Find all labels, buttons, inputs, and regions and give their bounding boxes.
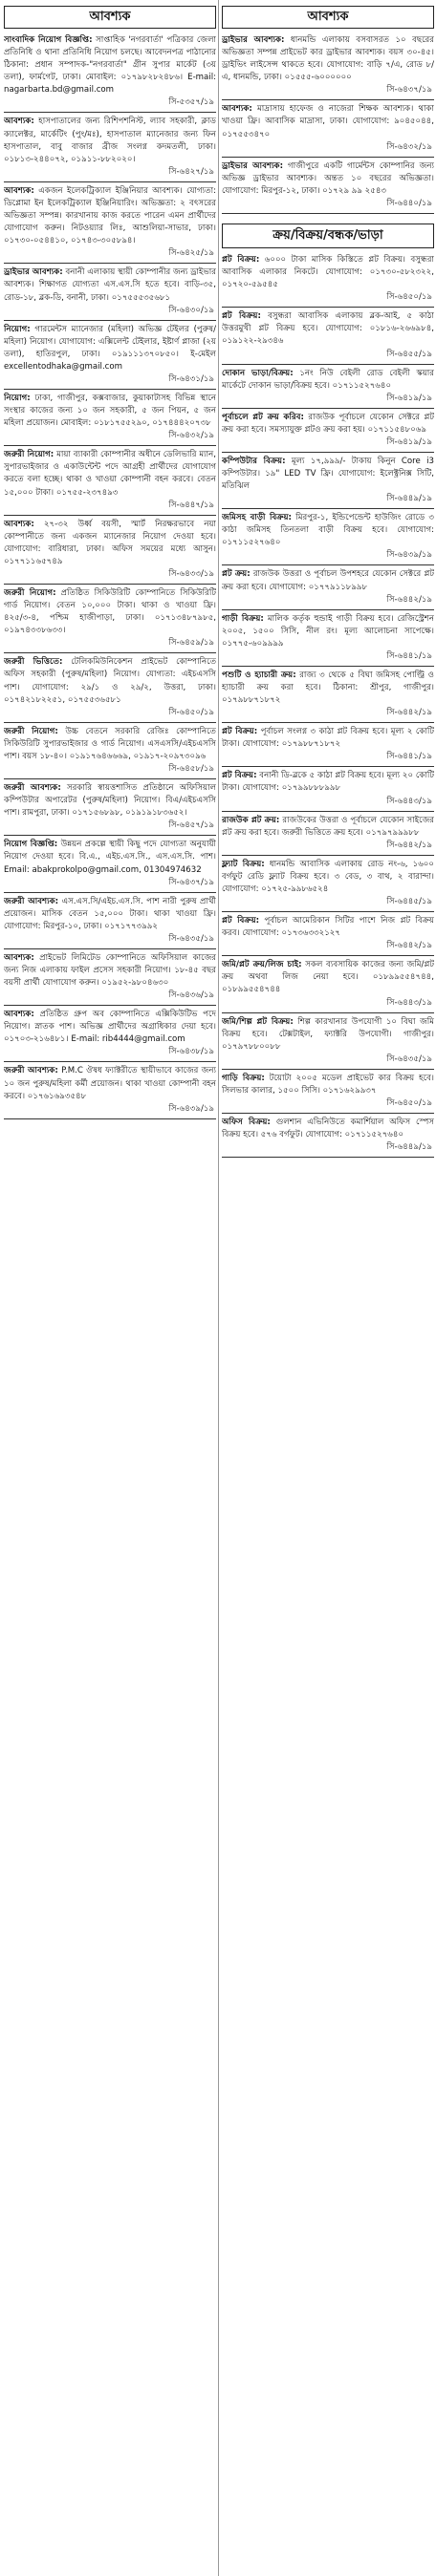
- ad-separator: [4, 112, 216, 113]
- ad-text: [4, 656, 216, 706]
- ad-text: [222, 1073, 434, 1097]
- ad-title: জমি/প্লট ক্রয়/লিজ চাই:: [222, 960, 302, 970]
- ad-separator: [222, 955, 434, 956]
- ad-code: সি-৬৪৩৫/১৯: [168, 933, 214, 944]
- ad-text: [4, 1065, 216, 1102]
- classified-ad: [4, 782, 216, 836]
- ad-separator: [222, 364, 434, 365]
- right-top-ad-list: [222, 34, 434, 214]
- left-ad-list: [4, 34, 216, 1119]
- ad-text: [4, 185, 216, 247]
- ad-body: বসুন্ধরা আবাসিক এলাকায় ব্লক-আই, ৫ কাঠা উত্তরমুখী প্লট বিক্রয় হবে। যোগাযোগ: ০১৮১৬-২৬৬৯৮৪, ০১৯১২২-২৯৩৪৬: [222, 311, 434, 347]
- ad-body: মূল্য ১৭,৯৯৯/- টাকায় কিনুন Core i3 কম্পিউটার। ১৯" LED TV ফ্রি। যোগাযোগ: ইলেক্ট্রনিক্স সিটি, মতিঝিল: [222, 456, 434, 492]
- ad-body: রাজউক উত্তরা ও পূর্বাচল উপশহরে যেকোন সেক্টরে প্লট ক্রয় করা হবে। যোগাযোগ: ০১৭৭৯১১৮৯৯৮: [222, 569, 434, 592]
- ad-code: সি-৫৩৫৭/১৯: [168, 97, 214, 108]
- classified-ad: [222, 1117, 434, 1158]
- section-header-wanted: আবশ্যক: [4, 6, 216, 29]
- ad-text: [4, 839, 216, 876]
- section-header-wanted-right: আবশ্যক: [222, 6, 434, 29]
- classified-ad: [222, 915, 434, 956]
- ad-title: ফ্ল্যাট বিক্রয়:: [222, 859, 265, 869]
- classified-ad: [4, 726, 216, 779]
- ad-body: বনানী এলাকায় স্থায়ী কোম্পানীর জন্য ড্রাইভার আবশ্যক। শিক্ষাগত যোগ্যতা এস.এস.সি হতে হবে। বাড়ি-৩৫, রোড-১৮, ব্লক-ডি, বনানী, ঢাকা। ০১৭৫৫৫৩৫৬৮১: [4, 267, 216, 303]
- ad-separator: [4, 584, 216, 585]
- ad-body: গাজীপুরে একটি গার্মেন্টস কোম্পানির জন্য অভিজ্ঞ ড্রাইভার আবশ্যক। অন্তত ১০ বছরের অভিজ্ঞতা। যোগাযোগ: মিরপুর-১২, ঢাকা। ০১৭২৯ ৯৯ ২৫৪৩: [222, 160, 434, 196]
- classified-ad: [222, 368, 434, 409]
- ad-code: সি-৬৪৪৩/১৯: [386, 997, 432, 1008]
- ad-code: সি-৬৪৩৮/১৯: [168, 1047, 214, 1057]
- ad-code: সি-৬৪৩৭/১৯: [168, 877, 214, 887]
- ad-body: সরকারি স্বায়ত্তশাসিত প্রতিষ্ঠানে অফিসিয়াল কম্পিউটার অপারেটর (পুরুষ/মহিলা) নিয়োগ। বিএ/এইচএসসি পাশ। রামপুরা, ঢাকা। ০১৭১৫৬৮৯৮, ০১৯১৯১৮৩৬৫২।: [4, 783, 216, 819]
- classified-ad: [222, 1073, 434, 1114]
- ad-text: [222, 310, 434, 348]
- ad-separator: [222, 1069, 434, 1070]
- ad-body: ২৭-৩২ উর্ধ্ব বয়সী, স্মার্ট নিরক্ষরভাবে নয়া কোম্পানীতে জন্য একজন ম্যানেজার নিয়োগ দেওয়া হবে। যোগাযোগ: বারিধারা, ঢাকা। অফিস সময়ের মধ্যে আসুন। ০১৭৭১১৬৫৭৪৯: [4, 519, 216, 566]
- ad-title: আবশ্যক:: [4, 185, 34, 196]
- ad-title: প্লট ক্রয়:: [222, 569, 251, 580]
- ad-code: সি-৬৪৫০/১৯: [168, 707, 214, 717]
- ad-title: আবশ্যক:: [4, 952, 34, 963]
- ad-body: মিরপুর-১, ইন্ডিপেন্ডেন্ট হাউজিং রোডে ৩ কাঠা জমিসহ তিনতলা বাড়ী বিক্রয় হবে। যোগাযোগ: ০১৭১১৫২৭৬৪০: [222, 513, 434, 548]
- ad-separator: [222, 508, 434, 509]
- classified-ad: [4, 656, 216, 722]
- ad-code: সি-৬৪১৯/১৯: [386, 393, 432, 403]
- ad-code: সি-৬৪৫০/১৯: [386, 292, 432, 303]
- ad-title: প্লট বিক্রয়:: [222, 254, 260, 265]
- ad-text: [222, 412, 434, 436]
- ad-text: [4, 519, 216, 568]
- ad-text: [222, 368, 434, 393]
- classified-ad: [222, 512, 434, 565]
- ad-code: সি-৬৪৩২/১৯: [386, 141, 432, 152]
- ad-body: রাজ্য ৩ থেকে ৫ বিঘা জমিসহ পোল্ট্রি ও হ্যাচারী ক্রয় করা হবে। ঠিকানা: শ্রীপুর, গাজীপুর। ০১৭৯৮৮৭১৮৭২: [222, 670, 434, 706]
- ad-separator: [222, 1113, 434, 1114]
- ad-body: এস.এস.সি/এইচ.এস.সি. পাশ নারী পুরুষ প্রার্থী প্রয়োজন। মাসিক বেতন ১৫,০০০ টাকা। থাকা খাওয়া ফ্রি। যোগাযোগ: মিরপুর-১০, ঢাকা। ০১৭১৭৭৩৯৯২: [4, 896, 216, 931]
- ad-title: আবশ্যক:: [4, 1010, 34, 1020]
- classified-ad: [222, 815, 434, 856]
- right-ad-list: [222, 254, 434, 1158]
- ad-separator: [222, 666, 434, 667]
- ad-separator: [4, 1118, 216, 1119]
- ad-title: জরুরী আবশ্যক:: [4, 783, 61, 794]
- ad-title: রাজউক প্লট ক্রয়:: [222, 815, 280, 825]
- ad-body: ঢাকা, গাজীপুর, কক্সবাজার, কুয়াকাটাসহ বিভিন্ন স্থানে সংস্থার কাজের জন্য ১০ জন সহকারী, ৫ জন পিয়ন, ৫ জন মহিলা প্রয়োজন। মোবাইল: ০১৮১৭৫৫২৯০, ০১৭৪৪৪২০৭৩৮: [4, 393, 216, 429]
- ad-title: গাড়ী বিক্রয়:: [222, 613, 264, 624]
- classified-ad: [222, 254, 434, 308]
- ad-separator: [222, 408, 434, 409]
- classified-ad: [4, 116, 216, 181]
- ad-text: [4, 896, 216, 933]
- classified-ad: [4, 519, 216, 585]
- classified-ad: [4, 324, 216, 390]
- classified-ad: [222, 103, 434, 157]
- ad-separator: [4, 1005, 216, 1006]
- ad-separator: [222, 99, 434, 100]
- ad-text: [222, 160, 434, 198]
- ad-text: [222, 1117, 434, 1141]
- ad-body: রাজউকের উত্তরা ও পূর্বাচলে যেকোন সাইজের প্লট ক্রয় করা হবে। জরুরী ভিত্তিতে ক্রয় হবে। ০১৭৯৭৯৯৯৮৮: [222, 815, 434, 838]
- ad-title: প্লট বিক্রয়:: [222, 311, 261, 322]
- section-header-buy-sell: ক্রয়/বিক্রয়/বন্ধক/ভাড়া: [222, 224, 434, 248]
- ad-separator: [4, 445, 216, 446]
- ad-title: আবশ্যক:: [222, 104, 252, 115]
- ad-text: [4, 952, 216, 990]
- ad-title: জমিসহ বাড়ী বিক্রয়:: [222, 513, 292, 523]
- ad-separator: [222, 307, 434, 308]
- ad-body: মায়া ব্যাকারী কোম্পানীর অধীনে ডেলিভারি ম্যান, সুপারভাইজার ও একাউন্টেন্ট পদে আগ্রহী প্রার্থীদের যোগাযোগ করতে বলা হচ্ছে। থাকা ও খাওয়া কোম্পানী বহন করবে। বেতন ১৫,০০০ টাকা। ০১৭৫৫-২৩৭৪৯৩: [4, 450, 216, 498]
- ad-body: গারমেন্টস ম্যানেজার (মহিলা) অভিজ্ঞ টেইলর (পুরুষ/মহিলা) নিয়োগ। যোগাযোগ: এক্সিলেন্ট টেইলার, ইষ্টার্ণ প্লাজা (২য় তলা), হাতিরপুল, ঢাকা। ০১৯১১১৩৭০৮৫০। ই-মেইল excellentodhaka@gmail.com: [4, 324, 216, 372]
- ad-title: ড্রাইভার আবশ্যক:: [222, 160, 284, 171]
- ad-separator: [222, 722, 434, 723]
- ad-body: উচ্চ বেতনে সরকারি রেজিঃ কোম্পানিতে সিকিউরিটি সুপারভাইজার ও গার্ড নিয়োগ। এসএসসি/এইচএসসি পাশ। বয়স ১৮-৪০। ০১৯১৭৬৪৬৬৬৯, ০১৯১৭-২০৯৭৩০৯৬: [4, 726, 216, 761]
- ad-text: [4, 116, 216, 165]
- ad-text: [222, 254, 434, 291]
- ad-code: সি-৬৪৩৬/১৯: [168, 990, 214, 1001]
- ad-code: সি-৬৪৪৯/১৯: [386, 1142, 432, 1153]
- ad-separator: [4, 778, 216, 779]
- ad-title: নিয়োগ:: [4, 393, 31, 403]
- classified-ad: [222, 160, 434, 214]
- ad-code: সি-৬৪৪৭/১৯: [168, 500, 214, 510]
- ad-body: প্রাইভেট লিমিটেড কোম্পানিতে অফিসিয়াল কাজের জন্য নিজ এলাকায় ফাইল প্রসেস সহকারী নিয়োগ। ১৮-৪৫ বছর বয়সী প্রার্থী যোগাযোগ করুন। ০১৯৫২-৯৮০৪৬৩০: [4, 952, 216, 989]
- ad-body: রাজউক পূর্বাচলে যেকোন সেক্টরে প্লট ক্রয় করা হবে। সমস্যাযুক্ত প্লটও ক্রয় করা হয়। ০১৭১১৫৪৮০৬৯: [222, 412, 434, 435]
- classified-ad: [4, 839, 216, 892]
- ad-separator: [222, 609, 434, 610]
- ad-code: সি-৬৪৩৯/১৯: [386, 550, 432, 561]
- ad-separator: [4, 389, 216, 390]
- ad-text: [222, 726, 434, 751]
- ad-title: জমি/শিল্প প্লট বিক্রয়:: [222, 1016, 294, 1027]
- ad-code: সি-৬৪২৭/১৯: [168, 166, 214, 177]
- classified-ad: [222, 1016, 434, 1070]
- ad-title: পশুটি ও হ্যাচারী ক্রয়:: [222, 670, 296, 680]
- ad-body: P.M.C ঔষধ ফ্যাক্টরীতে স্থায়ীভাবে কাজের জন্য ১০ জন পুরুষ/মহিলা কর্মী প্রয়োজন। থাকা খাওয়া কোম্পানী বহন করবে। ০১৭৬১৬৯৩৫৪৮: [4, 1066, 216, 1101]
- column-divider: [218, 0, 219, 2576]
- ad-title: ড্রাইভার আবশ্যক:: [4, 267, 63, 278]
- ad-code: সি-৬৪৩৭/১৯: [386, 85, 432, 96]
- ad-body: ধানমন্ডি আবাসিক এলাকায় রোড নং-৬, ১৬০০ বর্গফুট রেডি ফ্ল্যাট বিক্রয় হবে। ৩ বেড, ৩ বাথ, ২ বারান্দা। যোগাযোগ: ০১৭২৫-৯৯৮৬৫২৪: [222, 859, 434, 894]
- ad-body: টেলিকমিউনিকেশন প্রাইভেট কোম্পানিতে অফিস সহকারী (পুরুষ/মহিলা) নিয়োগ। যোগ্যতা: এইচএসসি পাশ। যোগাযোগ: ২৯/১ ও ২৯/২, উত্তরা, ঢাকা। ০১৭৪২১৮২২৫১, ০১৭৫৫৩৬৫৮১: [4, 657, 216, 705]
- classified-ad: [222, 859, 434, 912]
- ad-text: [4, 449, 216, 499]
- ad-body: হাসপাতালের জন্য রিশিপশনিস্ট, ল্যাব সহকারী, ক্লাড ক্যালেক্টর, মার্কেটিং (পুং/মঃ), হাসপাতাল ম্যানেজার জন্য ফিন হাসপাতাল, বাবু বাজার ব্রীজ সংলগ্ন কদমতলী, ঢাকা। ০১৮১৩-২৪৪০৭২, ০১৯১১-৮৮২০২০।: [4, 117, 216, 164]
- ad-code: সি-৬৪৪২/১৯: [386, 941, 432, 951]
- ad-separator: [4, 835, 216, 836]
- ad-separator: [222, 564, 434, 565]
- classified-ad: [222, 412, 434, 453]
- ad-body: প্রতিষ্ঠিত গ্রুপ অব কোম্পানিতে এক্সিকিউটিভ পদে নিয়োগ। স্নাতক পাশ। অভিজ্ঞ প্রার্থীদের অগ্রাধিকার দেয়া হবে। ০১৭০৩-২১৬৪৮১। E-mail: rib4444@gmail.com: [4, 1010, 216, 1045]
- classified-ad: [4, 185, 216, 264]
- ad-separator: [222, 855, 434, 856]
- classified-ad: [4, 393, 216, 446]
- ad-code: সি-৬৪৪২/১৯: [386, 840, 432, 850]
- ad-text: [222, 859, 434, 896]
- ad-title: পূর্বাচলে প্লট ক্রয় করিব:: [222, 412, 304, 422]
- ad-title: জরুরী নিয়োগ:: [4, 588, 56, 598]
- ad-title: জরুরী নিয়োগ:: [4, 450, 54, 460]
- ad-code: সি-৬৪২৫/১৯: [168, 248, 214, 259]
- ad-text: [222, 1016, 434, 1054]
- ad-code: সি-৬৪৪৯/১৯: [386, 494, 432, 504]
- ad-separator: [222, 811, 434, 812]
- ad-text: [4, 34, 216, 96]
- ad-title: জরুরী নিয়োগ:: [4, 726, 58, 736]
- classified-ad: [222, 959, 434, 1012]
- ad-body: ১নং নিউ বেইলী রোড বেইলী স্কয়ার মার্কেটে দোকান ভাড়া/বিক্রয় হবে। ০১৭১১৫২৭৬৪০: [222, 368, 434, 391]
- classified-ad: [4, 266, 216, 320]
- ad-title: গাড়ি বিক্রয়:: [222, 1073, 265, 1083]
- ad-title: জরুরী আবশ্যক:: [4, 1066, 58, 1076]
- classified-ad: [4, 34, 216, 113]
- ad-body: ৬০০০ টাকা মাসিক কিস্তিতে প্লট বিক্রয়। বসুন্ধরা আবাসিক এলাকার নিকটে। যোগাযোগ: ০১৭৩০-৫৮২৩২২, ০১৭২০-৫৯৫৪৫: [222, 254, 434, 290]
- ad-code: সি-৬৪৪১/১৯: [386, 650, 432, 661]
- ad-code: সি-৬৪৩৩/১৯: [168, 569, 214, 579]
- ad-title: কম্পিউটার বিক্রয়:: [222, 456, 286, 466]
- ad-separator: [4, 181, 216, 182]
- ad-separator: [4, 892, 216, 893]
- ad-text: [222, 770, 434, 795]
- ad-separator: [222, 1012, 434, 1013]
- classified-ad: [222, 456, 434, 509]
- ad-code: সি-৬৪৪২/১৯: [386, 594, 432, 605]
- classified-ad: [222, 670, 434, 723]
- ad-body: প্রতিষ্ঠিত সিকিউরিটি কোম্পানিতে সিকিউরিটি গার্ড নিয়োগ। বেতন ১০,০০০ টাকা। থাকা ও খাওয়া ফ্রি। ৪২৫/৩-৪, পশ্চিম হাজীপাড়া, ঢাকা। ০১৭১৩৪৮৭৯৮৫, ০১৯৭৪৩৩৮৬৩৩।: [4, 588, 216, 636]
- ad-body: সাপ্তাহিক 'নগরবার্তা' পত্রিকার জেলা প্রতিনিধি ও থানা প্রতিনিধি নিয়োগ চলছে। আবেদনপত্র পাঠানোর ঠিকানা: প্রধান সম্পাদক-"নগরবার্তা" গ্রীন সুপার মার্কেট (৩য় তলা), ফার্মগেট, ঢাকা। মোবাইল: ০১৭৯৮২৮২৪৮৬। E-mail: nagarbarta.bd@gmail.com: [4, 35, 216, 96]
- ad-code: সি-৬৪৫৫/১৯: [386, 349, 432, 359]
- ad-code: সি-৬৪৫৭/১৯: [168, 820, 214, 831]
- ad-body: ধানমন্ডি এলাকায় বসবাসরত ১০ বছরের অভিজ্ঞতা সম্পন্ন প্রাইভেট কার ড্রাইভার আবশ্যক। বয়স ৩০-৪৫। ড্রাইভিং লাইসেন্স থাকতে হবে। যোগাযোগ: বাড়ি ৭/এ, রোড ৮/এ, ধানমন্ডি, ঢাকা। ০১৫৫৫-৬০০০০০০: [222, 35, 434, 83]
- ad-text: [4, 1009, 216, 1046]
- ad-separator: [222, 1157, 434, 1158]
- classified-ad: [222, 34, 434, 100]
- ad-text: [222, 915, 434, 940]
- classified-ad: [222, 613, 434, 667]
- ad-body: উন্নয়ন প্রকল্পে স্থায়ী কিছু পদে যোগ্যতা অনুযায়ী নিয়োগ দেওয়া হবে। বি.এ., এইচ.এস.সি., এস.এস.সি. পাশ। Email: abakprokolpo@gmail.com, 01304974632: [4, 840, 216, 875]
- ad-body: পূর্বাচল আমেরিকান সিটির পাশে নিজ প্লট বিক্রয় করব। যোগাযোগ: ০১৭৩৬৩৩২১২৭: [222, 916, 434, 939]
- ad-code: সি-৬৪৪০/১৯: [386, 198, 432, 208]
- ad-text: [222, 34, 434, 84]
- ad-title: আবশ্যক:: [4, 117, 34, 127]
- ad-separator: [4, 1061, 216, 1062]
- ad-code: সি-৬৪৪৫/১৯: [386, 897, 432, 907]
- ad-title: নিয়োগ:: [4, 324, 31, 334]
- ad-title: ড্রাইভার আবশ্যক:: [222, 35, 285, 45]
- ad-title: প্লট বিক্রয়:: [222, 727, 258, 737]
- ad-text: [222, 103, 434, 140]
- ad-separator: [222, 911, 434, 912]
- ad-title: জরুরী আবশ্যক:: [4, 896, 59, 906]
- ad-separator: [4, 722, 216, 723]
- ad-body: বনানী ডি-ব্লকে ৫ কাঠা প্লট বিক্রয় হবে। মূল্য ২০ কোটি টাকা। যোগাযোগ: ০১৭৯৯৮৮৮৯৯৮: [222, 771, 434, 794]
- ad-separator: [222, 213, 434, 214]
- ad-code: সি-৬৪৪১/১৯: [386, 752, 432, 762]
- ad-body: মালিক কর্তৃক হুন্ডাই গাড়ী বিক্রয় হবে। রেজিস্ট্রেশন ২০০৫, ১৫০০ সিসি, নীল রং। মূল্য আলোচনা সাপেক্ষে। ০১৭৭৫-৬০৯৯৯৯: [222, 613, 434, 649]
- classified-ad: [222, 726, 434, 767]
- ad-title: প্লট বিক্রয়:: [222, 916, 260, 926]
- ad-text: [4, 393, 216, 430]
- ad-body: টয়োটা ২০০৫ মডেল প্রাইভেট কার বিক্রয় হবে। সিলভার কালার, ১৫০০ সিসি। ০১৭১৬২৯৯৩৭: [222, 1073, 434, 1096]
- classified-ad: [4, 587, 216, 653]
- ad-code: সি-৬৪৫৯/১৯: [168, 638, 214, 649]
- ad-title: আবশ্যক:: [4, 519, 34, 529]
- ad-code: সি-৬৪৪৩/১৯: [386, 796, 432, 806]
- ad-separator: [222, 157, 434, 158]
- classified-ad: [222, 310, 434, 364]
- ad-code: সি-৬৪৩৯/১৯: [168, 1103, 214, 1114]
- ad-text: [4, 782, 216, 820]
- ad-title: জরুরী ভিত্তিতে:: [4, 657, 63, 668]
- ad-body: শিল্প কারখানার উপযোগী ১০ বিঘা জমি বিক্রয় হবে। টেক্সটাইল, ফ্যাক্টরি উপযোগী। গাজীপুর। ০১৭৯৭৮৮০০৮৮: [222, 1016, 434, 1052]
- ad-body: পূর্বাচল সংলগ্ন ৩ কাঠা প্লট বিক্রয় হবে। মূল্য ২ কোটি টাকা। যোগাযোগ: ০১৭৯৮৮৭১৮৭২: [222, 727, 434, 750]
- ad-body: মাদ্রাসায় হাফেজ ও নাজেরা শিক্ষক আবশ্যক। থাকা খাওয়া ফ্রি। আবাসিক মাদ্রাসা, ঢাকা। যোগাযোগ: ৯০৪৫০৪৪, ০১৭৫৫৩৪৭০: [222, 104, 434, 139]
- classified-ad: [222, 770, 434, 811]
- ad-code: সি-৬৪৩৫/১৯: [386, 1054, 432, 1064]
- ad-title: সাংবাদিক নিয়োগ বিজ্ঞপ্তি:: [4, 35, 93, 45]
- left-column: [4, 0, 216, 2576]
- ad-separator: [4, 515, 216, 516]
- ad-code: সি-৬৪৩২/১৯: [168, 431, 214, 441]
- ad-body: গুলশান এভিনিউতে কমার্শিয়াল অফিস স্পেস বিক্রয় হবে। ৫৭৬ বর্গফুট। যোগাযোগ: ০১৭১১৫২৭৬৪০: [222, 1117, 434, 1140]
- ad-text: [222, 456, 434, 493]
- ad-text: [222, 512, 434, 549]
- ad-body: সকল ব্যবসায়িক কাজের জন্য জমি/প্লট ক্রয় অথবা লিজ নেয়া হবে। ০১৮৯৯৫৫৪৭৪৪, ০১৮৯৯৫৫৪৭৪৪: [222, 960, 434, 995]
- classified-ad: [4, 952, 216, 1006]
- classified-ad: [4, 449, 216, 515]
- ad-text: [222, 613, 434, 650]
- ad-title: নিয়োগ বিজ্ঞপ্তি:: [4, 840, 58, 850]
- ad-text: [4, 324, 216, 373]
- ad-code: সি-৬৪৩১/১৯: [168, 373, 214, 384]
- classified-ad: [4, 1009, 216, 1062]
- ad-text: [4, 266, 216, 304]
- classified-ad: [4, 1065, 216, 1118]
- ad-separator: [4, 948, 216, 949]
- classified-ad: [222, 568, 434, 609]
- ad-code: সি-৬৪৫৮/১৯: [168, 764, 214, 775]
- ad-text: [222, 670, 434, 707]
- ad-separator: [4, 320, 216, 321]
- ad-title: দোকান ভাড়া/বিক্রয়:: [222, 368, 294, 378]
- ad-separator: [4, 652, 216, 653]
- ad-body: একজন ইলেকট্রিক্যাল ইঞ্জিনিয়ার আবশ্যক। যোগ্যতা: ডিপ্লোমা ইন ইলেকট্রিক্যাল ইঞ্জিনিয়ারিং। অভিজ্ঞতা: ২ বৎসরের অভিজ্ঞতা সম্পন্ন। কারখানায় কাজ করতে পারেন এমন প্রার্থীদের যোগাযোগ করুন। নিটওয়্যার লিঃ, আশুলিয়া-সাভার, ঢাকা। ০১৭৩০-০৫৪৪১০, ০১৭৪৩-৩০৫৮৯৪।: [4, 185, 216, 246]
- ad-code: সি-৬৪৩০/১৯: [168, 305, 214, 315]
- ad-text: [222, 815, 434, 840]
- ad-title: অফিস বিক্রয়:: [222, 1117, 271, 1127]
- ad-separator: [222, 452, 434, 453]
- ad-code: সি-৬৪৫০/১৯: [386, 1097, 432, 1108]
- ad-code: সি-৬৪৪২/১৯: [386, 708, 432, 718]
- ad-text: [4, 587, 216, 637]
- ad-text: [4, 726, 216, 763]
- ad-separator: [4, 263, 216, 264]
- right-column: [222, 0, 434, 2576]
- classified-ad: [4, 896, 216, 949]
- ad-code: সি-৬৪১৯/১৯: [386, 436, 432, 447]
- ad-text: [222, 959, 434, 996]
- ad-separator: [222, 766, 434, 767]
- ad-text: [222, 568, 434, 593]
- ad-title: প্লট বিক্রয়:: [222, 771, 257, 781]
